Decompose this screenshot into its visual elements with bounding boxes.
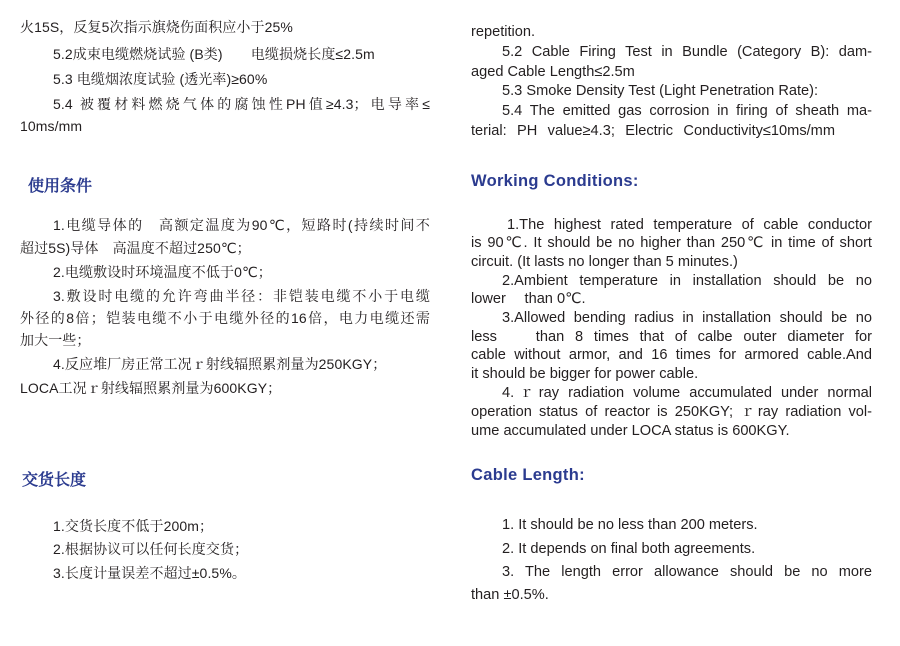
working-item-1-en: 1.The highest rated temperature of cable conductor [507,217,872,233]
length-item-3-en: 3. The length error allowance should be no more [502,564,872,580]
working-item-1: 1.电缆导体的 高额定温度为90℃，短路时(持续时间不 [53,217,430,233]
working-item-4-en: 4.ｒray radiation volume accumulated under normal [502,385,872,401]
working-item-2: 2.电缆敷设时环境温度不低于0℃； [53,264,272,280]
working-item-3-en-cont: less than 8 times that of calbe outer diameter for [471,329,872,345]
bundle-firing-test: 5.2成束电缆燃烧试验 (B类) 电缆损烧长度≤2.5m [53,46,375,62]
gas-corrosion-test-en-cont: terial: PH value≥4.3; Electric Conductivity≤10ms/mm [471,123,835,139]
working-conditions-heading-cn: 使用条件 [28,178,93,195]
working-item-1-en-end: circuit. (It lasts no longer than 5 minutes.) [471,254,738,270]
cable-length-heading: Cable Length: [471,466,585,484]
working-item-2-en: 2.Ambient temperature in installation should be no [502,273,872,289]
length-item-2: 2.根据协议可以任何长度交货； [53,541,249,557]
gas-corrosion-test-en: 5.4 The emitted gas corrosion in firing of sheath ma- [502,103,872,119]
working-item-4-en-cont: operation status of reactor is 250KGY; ｒray radiation vol- [471,404,872,420]
smoke-density-test: 5.3 电缆烟浓度试验 (透光率)≥60% [53,71,268,87]
bundle-firing-test-en: 5.2 Cable Firing Test in Bundle (Category B): dam- [502,44,872,60]
repetition-continuation: repetition. [471,24,536,40]
working-conditions-heading: Working Conditions: [471,172,639,190]
bundle-firing-test-en-cont: aged Cable Length≤2.5m [471,64,635,80]
length-item-1-en: 1. It should be no less than 200 meters. [502,517,758,533]
working-item-4-cont: LOCA工况ｒ射线辐照累剂量为600KGY； [20,380,282,396]
working-item-3-en-cont2: cable without armor, and 16 times for armored cable.And [471,347,872,363]
working-item-1-cont: 超过5S)导体 高温度不超过250℃； [20,240,251,256]
smoke-density-test-en: 5.3 Smoke Density Test (Light Penetration Rate): [502,83,819,99]
working-item-3-cont: 外径的8倍；铠装电缆不小于电缆外径的16倍，电力电缆还需 [20,310,430,326]
working-item-4-en-end: ume accumulated under LOCA status is 600KGY. [471,423,790,439]
working-item-3-en-end: it should be bigger for power cable. [471,366,699,382]
working-item-3: 3.敷设时电缆的允许弯曲半径：非铠装电缆不小于电缆 [53,288,430,304]
working-item-3-end: 加大一些； [20,332,91,348]
fire-test-continuation: 火15S，反复5次指示旗烧伤面积应小于25% [20,19,293,35]
gas-corrosion-test-cont: 10ms/mm [20,118,83,134]
length-item-1: 1.交货长度不低于200m； [53,518,214,534]
length-item-3: 3.长度计量误差不超过±0.5%。 [53,565,246,581]
working-item-1-en-cont: is 90℃. It should be no higher than 250℃ in time of short [471,235,872,251]
working-item-2-en-cont: lower than 0℃. [471,291,586,307]
gas-corrosion-test: 5.4 被覆材料燃烧气体的腐蚀性PH值≥4.3；电导率≤ [53,96,430,112]
length-item-3-en-cont: than ±0.5%. [471,587,549,603]
working-item-3-en: 3.Allowed bending radius in installation should be no [502,310,872,326]
cable-length-heading-cn: 交货长度 [22,472,87,489]
working-item-4: 4.反应堆厂房正常工况ｒ射线辐照累剂量为250KGY； [53,356,387,372]
length-item-2-en: 2. It depends on final both agreements. [502,541,756,557]
